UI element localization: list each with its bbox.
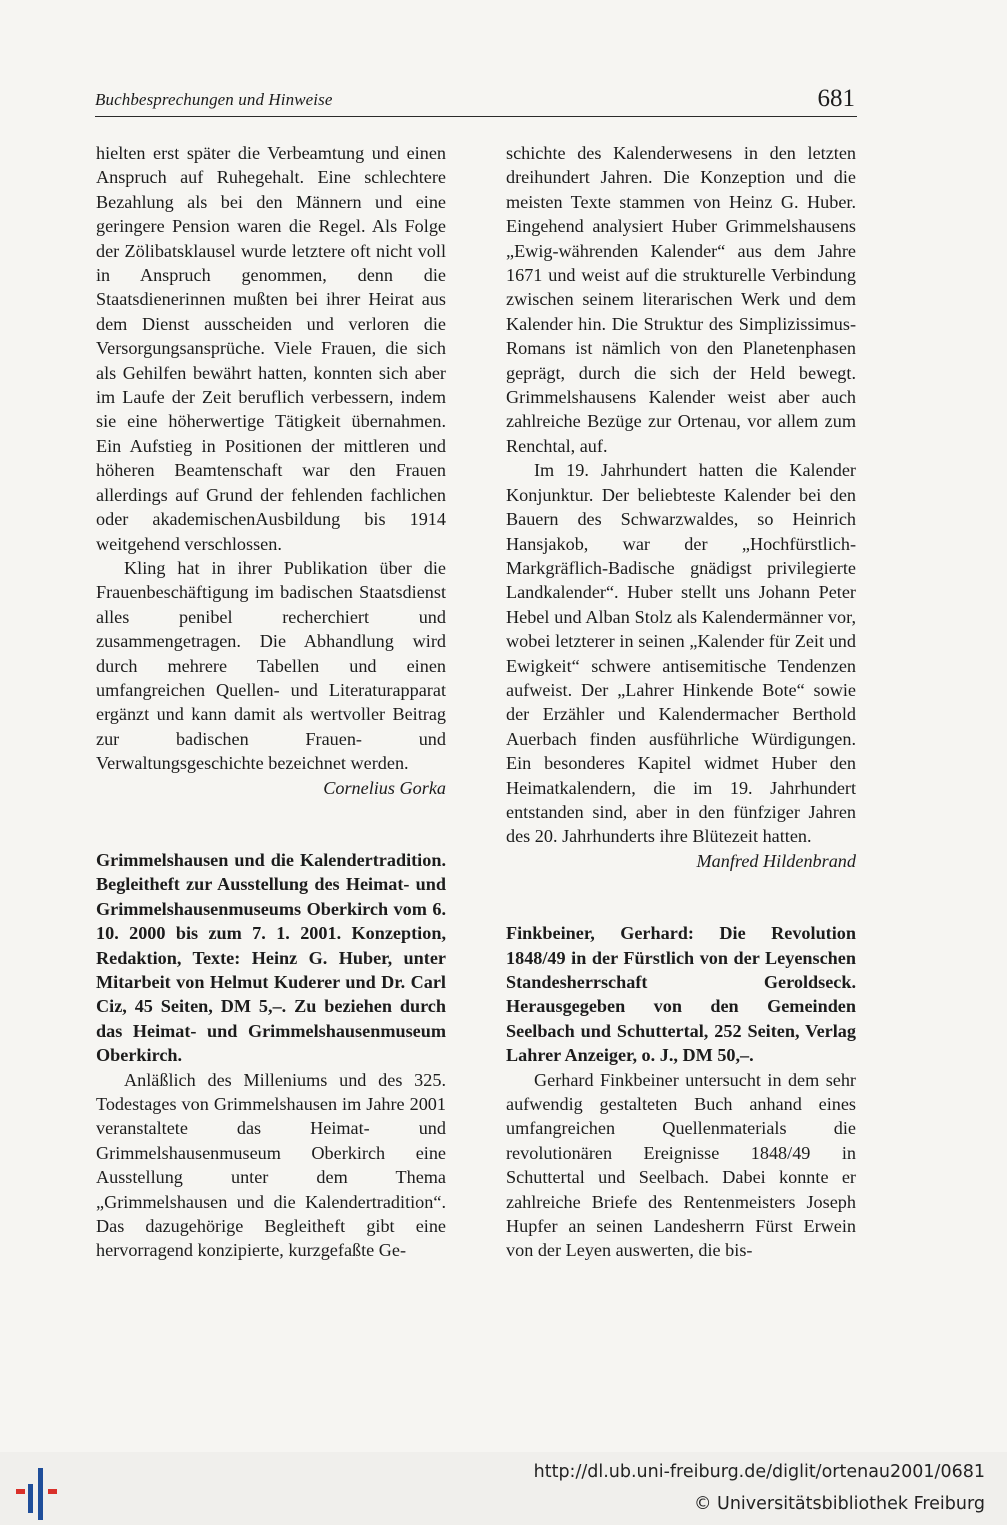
- ub-freiburg-logo-icon[interactable]: [14, 1464, 64, 1520]
- section-spacer: [506, 873, 856, 921]
- right-column: [506, 141, 856, 1263]
- paragraph: Anläßlich des Milleniums und des 325. Todestages von Grimmelshausen im Jahre 2001 veranstaltete das Heimat- und Grimmelshausenmuseum Oberkirch eine Ausstellung unter dem Thema „Grimmelshausen und die Kalendertradition“. Das dazugehörige Begleitheft gibt eine hervorragend konzipierte, kurzgefaßte Ge-: [96, 1069, 446, 1261]
- left-column: [96, 141, 446, 1263]
- paragraph: schichte des Kalenderwesens in den letzten dreihundert Jahren. Die Konzeption und die meisten Texte stammen von Heinz G. Huber. Eingehend analysiert Huber Grimmelshausens „Ewig-währenden Kalender“ aus dem Jahre 1671 und weist auf die strukturelle Verbindung zwischen seinem literarischen Werk und dem Kalender hin. Die Struktur des Simplizissimus-Romans ist nämlich von den Planetenphasen geprägt, durch die sich der Held bewegt. Grimmelshausens Kalender weist aber auch zahlreiche Bezüge zur Ortenau, vor allem zum Renchtal, auf.: [506, 143, 856, 456]
- running-head-title: Buchbesprechungen und Hinweise: [95, 90, 333, 109]
- paragraph: Kling hat in ihrer Publikation über die Frauenbeschäftigung im badischen Staatsdienst alles penibel recherchiert und zusammengetragen. Die Abhandlung wird durch mehrere Tabellen und einen umfangreichen Quellen- und Literaturapparat ergänzt und kann damit als wertvoller Beitrag zur badischen Frauen- und Verwaltungsgeschichte bezeichnet werden.: [96, 557, 446, 774]
- paragraph: Im 19. Jahrhundert hatten die Kalender Konjunktur. Der beliebteste Kalender bei den Bauern des Schwarzwaldes, so Heinrich Hansjakob, war der „Hochfürstlich-Markgräflich-Badische gnädigst privilegierte Landkalender“. Huber stellt uns Johann Peter Hebel und Alban Stolz als Kalendermänner vor, wobei letzterer in seinen „Kalender für Zeit und Ewigkeit“ schwere antisemitische Tendenzen aufweist. Der „Lahrer Hinkende Bote“ sowie der Erzähler und Kalendermacher Berthold Auerbach finden ausführliche Würdigungen. Ein besonderes Kapitel widmet Huber den Heimatkalendern, die im 19. Jahrhundert entstanden sind, aber in den fünfziger Jahren des 20. Jahrhunderts ihre Blütezeit hatten.: [506, 460, 856, 847]
- copyright-notice: © Universitätsbibliothek Freiburg: [693, 1494, 985, 1514]
- running-head: [95, 82, 857, 117]
- review-heading: Finkbeiner, Gerhard: Die Revolution 1848/49 in der Fürstlich von der Leyenschen Standesherrschaft Geroldseck. Herausgegeben von den Gemeinden Seelbach und Schuttertal, 252 Seiten, Verlag Lahrer Anzeiger, o. J., DM 50,–.: [506, 923, 856, 1066]
- paragraph: hielten erst später die Verbeamtung und einen Anspruch auf Ruhegehalt. Eine schlechtere Bezahlung als bei den Männern und eine geringere Pension waren die Regel. Als Folge der Zölibatsklausel wurde letztere oft nicht voll in Anspruch genommen, denn die Staatsdienerinnen mußten bei ihrer Heirat aus dem Dienst ausscheiden und verloren die Versorgungsansprüche. Viele Frauen, die sich als Gehilfen bewährt hatten, konnten sich aber im Laufe der Zeit beruflich verbessern, indem sie eine höherwertige Tätigkeit übernahmen. Ein Aufstieg in Positionen der mittleren und höheren Beamtenschaft war den Frauen allerdings auf Grund der fehlenden fachlichen oder akademischenAusbildung bis 1914 weitgehend verschlossen.: [96, 143, 446, 554]
- review-signature: Manfred Hildenbrand: [696, 850, 856, 871]
- review-heading: Grimmelshausen und die Kalendertradition. Begleitheft zur Ausstellung des Heimat- und Grimmelshausenmuseums Oberkirch vom 6. 10. 2000 bis zum 7. 1. 2001. Konzeption, Redaktion, Texte: Heinz G. Huber, unter Mitarbeit von Helmut Kuderer und Dr. Carl Ciz, 45 Seiten, DM 5,–. Zu beziehen durch das Heimat- und Grimmelshausenmuseum Oberkirch.: [96, 849, 446, 1066]
- section-spacer: [96, 800, 446, 848]
- page-number: 681: [817, 85, 855, 112]
- paragraph: Gerhard Finkbeiner untersucht in dem sehr aufwendig gestalteten Buch anhand eines umfangreichen Quellenmaterials die revolutionären Ereignisse 1848/49 in Schuttertal und Seelbach. Dabei konnte er zahlreiche Briefe des Rentenmeisters Joseph Hupfer an seinen Landesherrn Fürst Erwein von der Leyen auswerten, die bis-: [506, 1069, 856, 1261]
- review-signature: Cornelius Gorka: [323, 777, 446, 798]
- source-url-link[interactable]: http://dl.ub.uni-freiburg.de/diglit/ortenau2001/0681: [533, 1462, 985, 1482]
